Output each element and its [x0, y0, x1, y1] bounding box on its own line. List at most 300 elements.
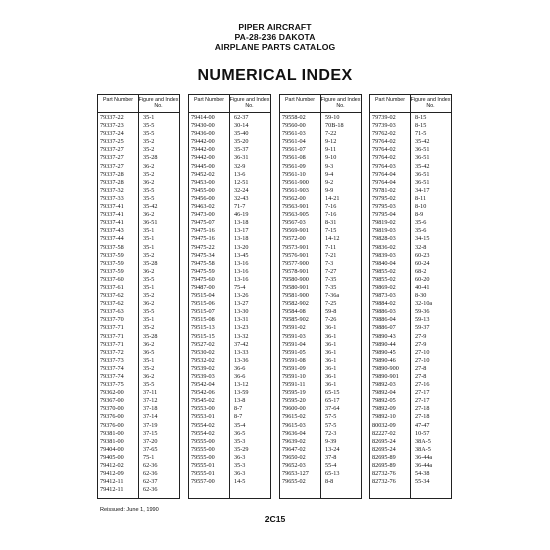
part-number: 79412-11 [100, 478, 124, 486]
table-row [280, 292, 361, 300]
table-row [280, 154, 361, 162]
figure-index: 35-1 [143, 283, 155, 291]
table-row [370, 373, 451, 381]
part-number: 79600-00 [282, 405, 306, 413]
part-number: 79515-15 [191, 332, 215, 340]
figure-index: 8-30 [415, 292, 427, 300]
table-row [280, 219, 361, 227]
table-row [189, 422, 270, 430]
figure-index: 13-33 [234, 348, 249, 356]
table-row [189, 470, 270, 478]
table-row [189, 227, 270, 235]
figure-index: 8-8 [325, 478, 334, 486]
table-row [189, 276, 270, 284]
table-row [189, 114, 270, 122]
table-row [370, 146, 451, 154]
figure-index: 65-15 [325, 389, 340, 397]
part-number: 79762-02 [372, 130, 396, 138]
table-row [370, 470, 451, 478]
part-number: 79840-04 [372, 259, 396, 267]
figure-index: 7-25 [325, 300, 337, 308]
table-row [280, 227, 361, 235]
table-row [189, 349, 270, 357]
figure-index: 35-20 [234, 138, 249, 146]
part-number-header: Part Number [374, 97, 406, 103]
figure-index: 36-2 [143, 373, 155, 380]
figure-index: 35-5 [143, 381, 155, 389]
table-row [370, 154, 451, 162]
figure-index: 62-36 [143, 462, 158, 470]
part-number: 79576-901 [282, 251, 309, 259]
figure-index: 7-16 [325, 211, 337, 219]
figure-index: 37-11 [143, 389, 158, 397]
part-number: 79445-00 [191, 162, 215, 170]
figure-index: 35-2 [143, 324, 155, 332]
table-row [189, 478, 270, 486]
table-row [98, 357, 179, 365]
part-number: 79337-61 [100, 283, 124, 291]
part-number: 79337-71 [100, 340, 124, 348]
table-row [189, 163, 270, 171]
part-number: 79886-07 [372, 324, 396, 332]
part-number: 79580-901 [282, 283, 309, 291]
table-row [370, 300, 451, 308]
part-number: 79453-00 [191, 178, 215, 186]
table-row [189, 413, 270, 421]
part-number: 79615-02 [282, 413, 306, 421]
part-number: 79530-02 [191, 348, 215, 356]
part-number: 79555-00 [191, 445, 215, 453]
table-row [370, 171, 451, 179]
part-number: 79892-03 [372, 381, 396, 389]
table-row [280, 365, 361, 373]
part-number: 79337-70 [100, 316, 124, 324]
table-row [189, 462, 270, 470]
part-number-header: Part Number [102, 97, 134, 103]
figure-index: 36-3 [234, 470, 246, 478]
part-number: 79475-16 [191, 235, 215, 243]
table-row [98, 316, 179, 324]
figure-index: 32-24 [234, 186, 249, 194]
figure-index: 57-5 [325, 413, 337, 421]
table-row [189, 341, 270, 349]
figure-index-header: Figure and Index No. [410, 97, 451, 109]
part-number: 79555-01 [191, 462, 215, 470]
part-number: 79442-00 [191, 138, 215, 146]
figure-index: 37-19 [143, 421, 158, 429]
figure-index: 7-35 [325, 275, 337, 283]
table-row [98, 122, 179, 130]
part-number: 79475-34 [191, 251, 215, 259]
table-row [280, 171, 361, 179]
part-number: 79561-903 [282, 186, 309, 194]
part-number: 79475-16 [191, 227, 215, 235]
part-number: 79542-06 [191, 389, 215, 397]
figure-index: 36-6 [234, 364, 246, 372]
figure-index: 35-29 [234, 445, 249, 453]
figure-index: 36-51 [415, 154, 430, 162]
table-row [98, 146, 179, 154]
figure-index: 8-9 [415, 211, 424, 219]
table-row [189, 268, 270, 276]
part-number: 79573-901 [282, 243, 309, 251]
part-number: 79337-71 [100, 332, 124, 340]
part-number: 79337-59 [100, 267, 124, 275]
part-number: 79828-03 [372, 235, 396, 243]
figure-index: 36-2 [143, 211, 155, 219]
table-row [370, 138, 451, 146]
figure-index: 36-51 [415, 170, 430, 178]
part-number: 79892-09 [372, 405, 396, 413]
table-row [98, 300, 179, 308]
part-number: 80032-09 [372, 421, 396, 429]
part-number: 79890-43 [372, 332, 396, 340]
table-row [280, 276, 361, 284]
part-number: 79515-08 [191, 316, 215, 324]
table-row [98, 478, 179, 486]
figure-index: 32-10a [415, 300, 433, 308]
table-row [98, 195, 179, 203]
figure-index: 75-4 [234, 283, 246, 291]
figure-index: 9-10 [325, 154, 337, 162]
table-row [370, 219, 451, 227]
part-number: 79367-00 [100, 397, 124, 405]
part-number: 79337-24 [100, 130, 124, 138]
part-number: 79615-03 [282, 421, 306, 429]
part-number: 79563-905 [282, 211, 309, 219]
table-row [370, 163, 451, 171]
table-row [280, 187, 361, 195]
figure-index: 35-2 [143, 138, 155, 146]
table-row [280, 195, 361, 203]
part-number: 79591-10 [282, 373, 306, 380]
figure-index: 36-31 [234, 154, 249, 162]
table-row [98, 268, 179, 276]
table-row [98, 486, 179, 494]
table-row [280, 454, 361, 462]
figure-index: 36-1 [325, 340, 337, 348]
table-row [370, 130, 451, 138]
table-row [98, 333, 179, 341]
part-number: 79337-27 [100, 154, 124, 162]
table-row [280, 389, 361, 397]
part-number: 79591-08 [282, 356, 306, 364]
part-number: 79647-02 [282, 445, 306, 453]
part-number: 79561-07 [282, 146, 306, 154]
part-number: 79337-74 [100, 364, 124, 372]
figure-index: 59-10 [325, 114, 340, 121]
part-number: 79652-03 [282, 462, 306, 470]
part-number: 79764-04 [372, 178, 396, 186]
part-number: 79892-05 [372, 397, 396, 405]
figure-index: 13-59 [234, 389, 249, 397]
part-number: 79855-02 [372, 267, 396, 275]
part-number: 79452-02 [191, 170, 215, 178]
table-row [280, 478, 361, 486]
part-number: 79337-28 [100, 178, 124, 186]
figure-index: 13-18 [234, 219, 249, 227]
table-row [189, 211, 270, 219]
part-number: 79739-02 [372, 114, 396, 121]
table-row [98, 454, 179, 462]
table-row [280, 179, 361, 187]
table-row [370, 187, 451, 195]
table-row [370, 438, 451, 446]
figure-index: 7-16 [325, 203, 337, 211]
table-row [370, 341, 451, 349]
table-row [370, 446, 451, 454]
table-row [280, 405, 361, 413]
table-row [280, 244, 361, 252]
part-number: 79412-11 [100, 486, 124, 494]
part-number: 79591-02 [282, 324, 306, 332]
table-row [370, 260, 451, 268]
figure-index: 13-27 [234, 300, 249, 308]
figure-index: 55-34 [415, 478, 430, 486]
figure-index: 71-5 [415, 130, 427, 138]
figure-index: 27-8 [415, 364, 427, 372]
table-row [98, 341, 179, 349]
part-number: 79886-04 [372, 316, 396, 324]
table-row [189, 179, 270, 187]
figure-index: 27-18 [415, 405, 430, 413]
figure-index: 36-1 [325, 332, 337, 340]
table-row [189, 357, 270, 365]
figure-index: 35-2 [143, 364, 155, 372]
figure-index: 38A-5 [415, 445, 431, 453]
table-row [189, 195, 270, 203]
figure-index: 35-40 [234, 130, 249, 138]
part-number: 79561-900 [282, 178, 309, 186]
figure-index: 8-10 [415, 203, 427, 211]
figure-index: 37-8 [325, 453, 337, 461]
figure-index: 9-4 [325, 170, 334, 178]
figure-index: 35-5 [143, 194, 155, 202]
table-row [98, 422, 179, 430]
figure-index: 13-20 [234, 243, 249, 251]
table-row [370, 365, 451, 373]
part-number: 79795-02 [372, 194, 396, 202]
figure-index: 59-13 [415, 316, 430, 324]
table-row [98, 446, 179, 454]
part-number: 79337-75 [100, 381, 124, 389]
reissued-date: Reissued: June 1, 1990 [100, 507, 159, 513]
figure-index: 36-44a [415, 453, 433, 461]
table-row [280, 146, 361, 154]
part-number: 79337-41 [100, 203, 124, 211]
figure-index: 60-23 [415, 251, 430, 259]
part-number: 79591-11 [282, 381, 306, 389]
part-number: 79890-45 [372, 348, 396, 356]
part-number: 79884-02 [372, 300, 396, 308]
figure-index: 37-65 [143, 445, 158, 453]
part-number: 79578-901 [282, 267, 309, 275]
part-number: 79561-08 [282, 154, 306, 162]
figure-index: 47-47 [415, 421, 430, 429]
figure-index: 27-16 [415, 381, 430, 389]
part-number: 79337-32 [100, 186, 124, 194]
table-row [98, 405, 179, 413]
part-number: 79553-01 [191, 413, 215, 421]
part-number: 79561-04 [282, 138, 306, 146]
part-number: 79890-900 [372, 364, 399, 372]
table-row [280, 438, 361, 446]
table-row [370, 430, 451, 438]
table-row [280, 324, 361, 332]
table-row [98, 163, 179, 171]
part-number: 79412-09 [100, 470, 124, 478]
part-number: 79337-71 [100, 324, 124, 332]
part-number: 79819-03 [372, 227, 396, 235]
figure-index: 35-1 [143, 235, 155, 243]
figure-index: 34-17 [415, 186, 430, 194]
table-row [98, 308, 179, 316]
table-row [280, 397, 361, 405]
part-number: 79337-62 [100, 292, 124, 300]
table-row [189, 252, 270, 260]
part-number: 79561-10 [282, 170, 306, 178]
figure-index: 8-15 [415, 114, 427, 121]
figure-index: 9-9 [325, 186, 334, 194]
part-number: 79892-10 [372, 413, 396, 421]
figure-index: 60-20 [415, 275, 430, 283]
index-column-2 [188, 94, 271, 499]
figure-index: 35-2 [143, 292, 155, 300]
figure-index: 36-5 [143, 348, 155, 356]
part-number: 79527-02 [191, 340, 215, 348]
part-number: 79555-00 [191, 437, 215, 445]
figure-index: 36-51 [415, 178, 430, 186]
figure-index-header: Figure and Index No. [138, 97, 179, 109]
table-row [189, 365, 270, 373]
figure-index: 13-24 [325, 445, 340, 453]
table-row [370, 252, 451, 260]
figure-index: 62-37 [234, 114, 249, 121]
part-number: 79376-00 [100, 421, 124, 429]
part-number: 79764-02 [372, 138, 396, 146]
table-row [189, 389, 270, 397]
part-number: 79591-05 [282, 348, 306, 356]
part-number: 79764-02 [372, 154, 396, 162]
index-column-1 [97, 94, 180, 499]
part-number: 79582-902 [282, 300, 309, 308]
figure-index: 27-10 [415, 348, 430, 356]
figure-index: 7-36a [325, 292, 340, 300]
table-row [189, 244, 270, 252]
figure-index: 36-1 [325, 356, 337, 364]
figure-index: 35-1 [143, 356, 155, 364]
figure-index: 59-8 [325, 308, 337, 316]
figure-index: 35-2 [143, 251, 155, 259]
table-row [189, 308, 270, 316]
part-number: 79337-58 [100, 243, 124, 251]
part-number: 79515-06 [191, 300, 215, 308]
figure-index: 36-2 [143, 300, 155, 308]
figure-index: 7-22 [325, 130, 337, 138]
part-number: 79414-00 [191, 114, 215, 121]
part-number: 79890-46 [372, 356, 396, 364]
part-number: 79337-25 [100, 138, 124, 146]
table-row [98, 292, 179, 300]
table-row [189, 446, 270, 454]
part-number: 79890-901 [372, 373, 399, 380]
table-row [370, 292, 451, 300]
figure-index: 27-8 [415, 373, 427, 380]
table-row [189, 138, 270, 146]
part-number: 79404-00 [100, 445, 124, 453]
figure-index-header: Figure and Index No. [229, 97, 270, 109]
table-row [280, 341, 361, 349]
table-row [189, 316, 270, 324]
table-row [370, 114, 451, 122]
part-number: 79555-00 [191, 453, 215, 461]
table-row [189, 219, 270, 227]
part-number: 79886-03 [372, 308, 396, 316]
figure-index: 35-28 [143, 332, 158, 340]
table-row [280, 260, 361, 268]
table-row [98, 284, 179, 292]
table-row [189, 203, 270, 211]
table-row [189, 292, 270, 300]
table-row [280, 349, 361, 357]
part-number: 79337-43 [100, 227, 124, 235]
table-row [98, 438, 179, 446]
figure-index: 36-1 [325, 381, 337, 389]
part-number: 79515-07 [191, 308, 215, 316]
table-row [189, 454, 270, 462]
figure-index: 35-6 [415, 227, 427, 235]
part-number: 79455-00 [191, 186, 215, 194]
table-row [280, 203, 361, 211]
table-row [370, 235, 451, 243]
table-row [98, 276, 179, 284]
table-row [370, 462, 451, 470]
figure-index: 35-3 [234, 462, 246, 470]
part-number: 79337-59 [100, 251, 124, 259]
table-row [280, 308, 361, 316]
part-number: 79487-00 [191, 283, 215, 291]
part-number: 79539-02 [191, 364, 215, 372]
table-row [280, 114, 361, 122]
table-row [280, 316, 361, 324]
figure-index: 8-7 [234, 413, 243, 421]
table-row [370, 397, 451, 405]
part-number: 79542-04 [191, 381, 215, 389]
figure-index: 36-1 [325, 324, 337, 332]
figure-index: 37-64 [325, 405, 340, 413]
table-row [280, 413, 361, 421]
table-row [189, 235, 270, 243]
figure-index: 13-31 [234, 316, 249, 324]
part-number: 79572-00 [282, 235, 306, 243]
part-number: 79532-02 [191, 356, 215, 364]
table-row [370, 349, 451, 357]
figure-index: 36-51 [143, 219, 158, 227]
table-row [370, 284, 451, 292]
part-number: 79554-02 [191, 421, 215, 429]
part-number: 82695-89 [372, 453, 396, 461]
table-row [98, 211, 179, 219]
figure-index: 13-26 [234, 292, 249, 300]
table-row [280, 300, 361, 308]
part-number: 79650-02 [282, 453, 306, 461]
figure-index: 8-11 [415, 194, 427, 202]
table-row [189, 146, 270, 154]
figure-index: 75-1 [143, 453, 155, 461]
part-number: 82732-76 [372, 478, 396, 486]
table-row [189, 187, 270, 195]
table-row [98, 430, 179, 438]
